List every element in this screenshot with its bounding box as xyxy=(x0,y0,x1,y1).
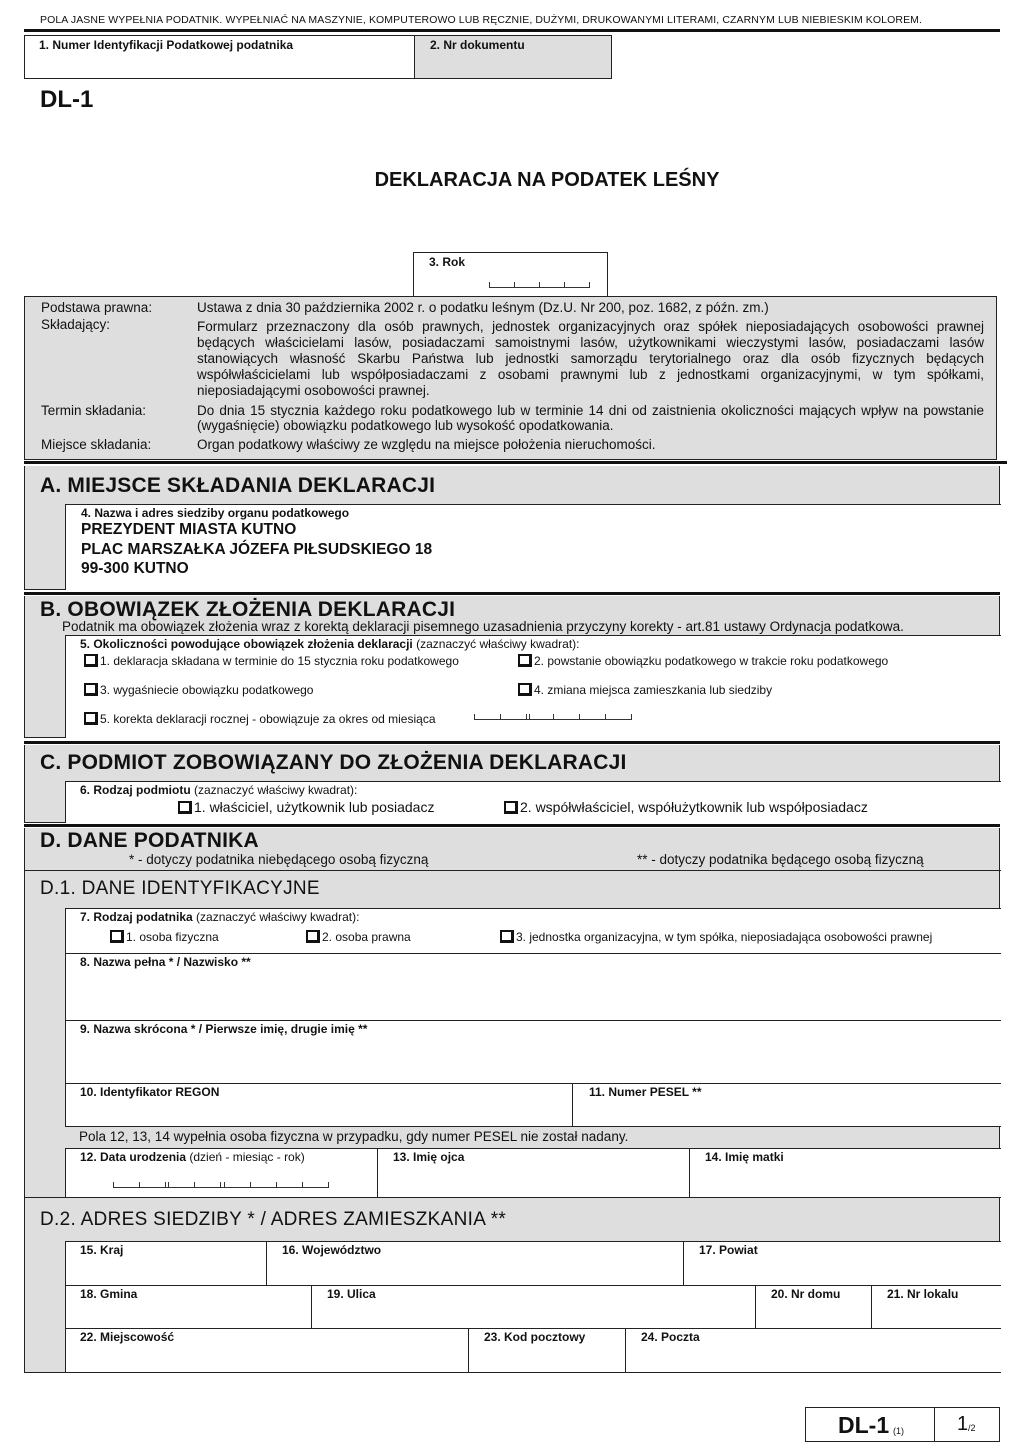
option-owner[interactable]: 1. właściciel, użytkownik lub posiadacz xyxy=(178,799,434,815)
taxpayer-type-field xyxy=(65,908,1001,954)
postal-code-label: 23. Kod pocztowy xyxy=(484,1330,586,1344)
top-rule xyxy=(24,29,1000,32)
document-number-label: 2. Nr dokumentu xyxy=(430,38,525,52)
footer-version: (1) xyxy=(893,1426,904,1436)
full-name-label: 8. Nazwa pełna * / Nazwisko ** xyxy=(80,955,251,969)
country-label: 15. Kraj xyxy=(80,1243,124,1257)
mother-name-label: 14. Imię matki xyxy=(705,1150,784,1164)
tax-office-name: PREZYDENT MIASTA KUTNO xyxy=(81,521,297,538)
checkbox-icon[interactable] xyxy=(110,930,124,943)
birth-date-guide xyxy=(113,1182,329,1188)
county-field[interactable] xyxy=(683,1241,1001,1286)
option-obligation-arises[interactable]: 2. powstanie obowiązku podatkowego w trakcie roku podatkowego xyxy=(518,654,888,668)
circumstances-field xyxy=(65,635,1001,738)
circumstances-hint: (zaznaczyć właściwy kwadrat): xyxy=(416,637,580,651)
document-number-field xyxy=(414,35,612,79)
pesel-label: 11. Numer PESEL ** xyxy=(589,1085,702,1099)
submitter-text: Formularz przeznaczony dla osób prawnych, jednostek organizacyjnych oraz spółek nieposiadających osobowości prawnej będących właścicielami lasów, posiadaczami samoistnymi lasów, użytkownikami wieczystymi lasów, posiadaczami lasów stanowiących własność Skarbu Państwa lub jednostki samorządu terytorialnego oraz dla osób fizycznych będących współwłaścicielami lub współposiadaczami z osobami prawnymi lub z jednostkami organizacyjnymi, w tym spółkami, nieposiadającymi osobowości prawnej. xyxy=(197,319,984,398)
municipality-field[interactable] xyxy=(65,1285,312,1329)
street-field[interactable] xyxy=(311,1285,756,1329)
correction-date-guide[interactable] xyxy=(474,714,632,720)
checkbox-icon[interactable] xyxy=(306,930,320,943)
checkbox-icon[interactable] xyxy=(178,801,192,814)
rule-c xyxy=(24,741,1000,744)
pesel-field[interactable] xyxy=(572,1083,1001,1127)
place-text: Organ podatkowy właściwy ze względu na miejsce położenia nieruchomości. xyxy=(197,437,656,452)
fill-instructions: POLA JASNE WYPEŁNIA PODATNIK. WYPEŁNIAĆ NA MASZYNIE, KOMPUTEROWO LUB RĘCZNIE, DUŻYMI, DRUKOWANYMI LITERAMI, CZARNYM LUB NIEBIESKIM KOLOREM. xyxy=(40,14,923,26)
legal-basis-label: Podstawa prawna: xyxy=(41,300,153,315)
section-d-title: D. DANE PODATNIKA xyxy=(40,829,259,852)
checkbox-icon[interactable] xyxy=(84,654,98,667)
natural-person-note: ** - dotyczy podatnika będącego osobą fizyczną xyxy=(637,852,924,867)
post-office-field[interactable] xyxy=(625,1328,1001,1373)
checkbox-icon[interactable] xyxy=(518,683,532,696)
nip-label: 1. Numer Identyfikacji Podatkowej podatnika xyxy=(39,38,294,52)
apartment-number-label: 21. Nr lokalu xyxy=(887,1287,959,1301)
rule-a xyxy=(24,461,1007,464)
tax-office-street: PLAC MARSZAŁKA JÓZEFA PIŁSUDSKIEGO 18 xyxy=(81,541,433,558)
tax-office-label: 4. Nazwa i adres siedziby organu podatkowego xyxy=(81,506,350,520)
locality-label: 22. Miejscowość xyxy=(80,1330,175,1344)
nip-field[interactable] xyxy=(24,35,415,79)
apartment-number-field[interactable] xyxy=(871,1285,1001,1329)
checkbox-icon[interactable] xyxy=(500,930,514,943)
year-field[interactable] xyxy=(413,252,608,297)
birth-date-field[interactable] xyxy=(65,1148,378,1198)
circumstances-label: 5. Okoliczności powodujące obowiązek złożenia deklaracji xyxy=(80,637,413,651)
father-name-label: 13. Imię ojca xyxy=(393,1150,465,1164)
deadline-text: Do dnia 15 stycznia każdego roku podatkowego lub w terminie 14 dni od zaistnienia okoliczności mających wpływ na powstanie (wygaśnięcie) obowiązku podatkowego lub wysokość opodatkowania. xyxy=(197,403,984,433)
option-organizational-unit[interactable]: 3. jednostka organizacyjna, w tym spółka, nieposiadająca osobowości prawnej xyxy=(500,930,932,944)
footer-form-code: DL-1 xyxy=(838,1412,890,1438)
postal-code-field[interactable] xyxy=(468,1328,626,1373)
post-office-label: 24. Poczta xyxy=(641,1330,700,1344)
submitter-label: Składający: xyxy=(41,317,111,332)
option-legal-person[interactable]: 2. osoba prawna xyxy=(306,930,411,944)
checkbox-icon[interactable] xyxy=(84,712,98,725)
house-number-field[interactable] xyxy=(755,1285,872,1329)
checkbox-icon[interactable] xyxy=(518,654,532,667)
entity-type-label: 6. Rodzaj podmiotu xyxy=(80,783,191,797)
taxpayer-type-label: 7. Rodzaj podatnika xyxy=(80,910,193,924)
option-annual-declaration[interactable]: 1. deklaracja składana w terminie do 15 stycznia roku podatkowego xyxy=(84,654,459,668)
rule-d xyxy=(24,824,1000,827)
tax-office-city: 99-300 KUTNO xyxy=(81,560,189,577)
regon-field[interactable] xyxy=(65,1083,573,1127)
year-digit-guide xyxy=(489,282,590,288)
year-label: 3. Rok xyxy=(429,255,466,269)
deadline-label: Termin składania: xyxy=(41,403,147,418)
correction-note: Podatnik ma obowiązek złożenia wraz z korektą deklaracji pisemnego uzasadnienia przyczyny korekty - art.81 ustawy Ordynacja podatkowa. xyxy=(62,619,904,634)
section-a xyxy=(24,466,1000,590)
entity-type-hint: (zaznaczyć właściwy kwadrat): xyxy=(194,783,358,797)
footer-page-number: 1 xyxy=(957,1413,969,1435)
option-correction[interactable]: 5. korekta deklaracji rocznej - obowiązuje za okres od miesiąca xyxy=(84,712,436,726)
option-co-owner[interactable]: 2. współwłaściciel, współużytkownik lub współposiadacz xyxy=(504,799,868,815)
father-name-field[interactable] xyxy=(377,1148,690,1198)
legal-info-block xyxy=(24,296,997,460)
full-name-field[interactable] xyxy=(65,953,1001,1021)
street-label: 19. Ulica xyxy=(327,1287,376,1301)
section-b-title: B. OBOWIĄZEK ZŁOŻENIA DEKLARACJI xyxy=(40,598,456,621)
footer-form-code-box xyxy=(805,1407,935,1442)
option-natural-person[interactable]: 1. osoba fizyczna xyxy=(110,930,219,944)
voivodeship-field[interactable] xyxy=(266,1241,684,1286)
section-c-title: C. PODMIOT ZOBOWIĄZANY DO ZŁOŻENIA DEKLARACJI xyxy=(40,751,627,774)
municipality-label: 18. Gmina xyxy=(80,1287,138,1301)
section-c xyxy=(24,745,1000,823)
checkbox-icon[interactable] xyxy=(84,683,98,696)
option-address-change[interactable]: 4. zmiana miejsca zamieszkania lub siedziby xyxy=(518,683,772,697)
house-number-label: 20. Nr domu xyxy=(771,1287,841,1301)
regon-label: 10. Identyfikator REGON xyxy=(80,1085,220,1099)
short-name-field[interactable] xyxy=(65,1020,1001,1084)
legal-person-note: * - dotyczy podatnika niebędącego osobą fizyczną xyxy=(129,852,429,867)
footer-page-total: /2 xyxy=(968,1423,976,1433)
entity-type-field xyxy=(65,781,1001,823)
section-b xyxy=(24,596,1000,738)
locality-field[interactable] xyxy=(65,1328,469,1373)
checkbox-icon[interactable] xyxy=(504,801,518,814)
taxpayer-type-hint: (zaznaczyć właściwy kwadrat): xyxy=(196,910,360,924)
rule-b xyxy=(24,592,1000,595)
d1-title: D.1. DANE IDENTYFIKACYJNE xyxy=(40,878,320,899)
county-label: 17. Powiat xyxy=(699,1243,758,1257)
page-title: DEKLARACJA NA PODATEK LEŚNY xyxy=(374,169,720,191)
section-a-title: A. MIEJSCE SKŁADANIA DEKLARACJI xyxy=(40,474,436,497)
pesel-note: Pola 12, 13, 14 wypełnia osoba fizyczna w przypadku, gdy numer PESEL nie został nadany. xyxy=(79,1129,629,1144)
place-label: Miejsce składania: xyxy=(41,437,152,452)
legal-basis-text: Ustawa z dnia 30 października 2002 r. o podatku leśnym (Dz.U. Nr 200, poz. 1682, z późn. zm.) xyxy=(197,300,769,315)
birth-date-label: 12. Data urodzenia xyxy=(80,1150,187,1164)
country-field[interactable] xyxy=(65,1241,267,1286)
voivodeship-label: 16. Województwo xyxy=(282,1243,382,1257)
footer-page-box xyxy=(934,1407,1000,1442)
mother-name-field[interactable] xyxy=(689,1148,1001,1198)
form-code: DL-1 xyxy=(40,86,94,113)
short-name-label: 9. Nazwa skrócona * / Pierwsze imię, drugie imię ** xyxy=(80,1022,368,1036)
birth-date-hint: (dzień - miesiąc - rok) xyxy=(189,1150,305,1164)
section-d xyxy=(24,828,1000,1373)
option-obligation-expires[interactable]: 3. wygaśniecie obowiązku podatkowego xyxy=(84,683,313,697)
d2-title: D.2. ADRES SIEDZIBY * / ADRES ZAMIESZKANIA ** xyxy=(40,1209,507,1230)
tax-office-field[interactable] xyxy=(65,504,1001,590)
